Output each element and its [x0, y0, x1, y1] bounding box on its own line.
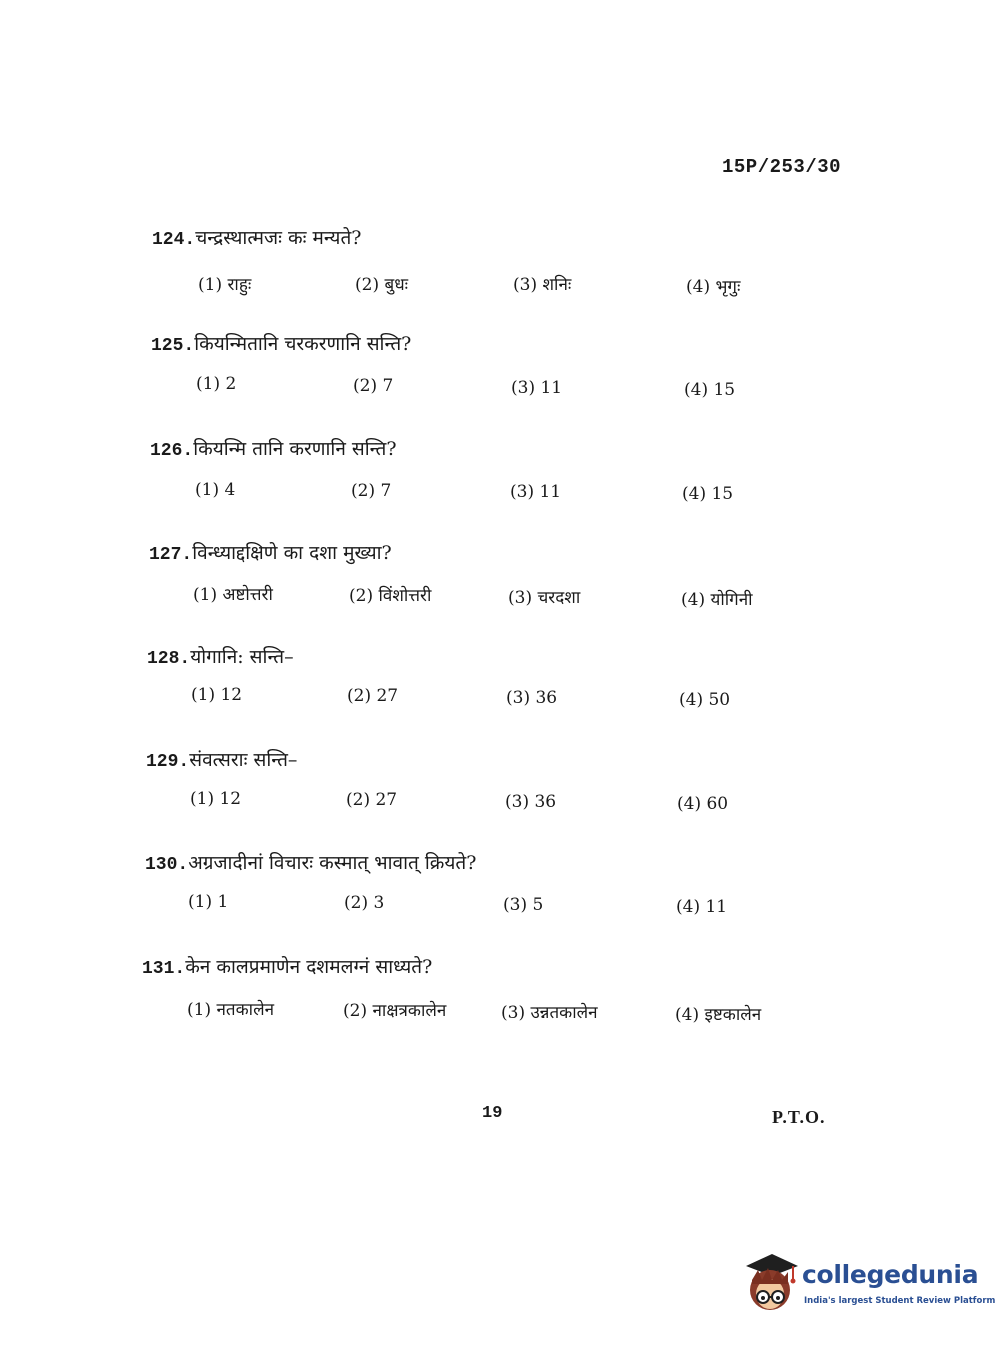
option-2: (2) 27: [346, 790, 398, 810]
option-3: (3) उन्नतकालेन: [501, 1003, 598, 1023]
option-3: (3) 5: [503, 895, 544, 915]
option-4: (4) 15: [682, 484, 734, 504]
option-1: (1) 4: [195, 480, 236, 500]
question-text: संवत्सराः सन्ति–: [189, 749, 298, 771]
question-text: चन्द्रस्थात्मजः कः मन्यते?: [195, 227, 362, 249]
option-3: (3) चरदशा: [508, 588, 581, 608]
question-text: विन्ध्याद्दक्षिणे का दशा मुख्या?: [192, 542, 392, 564]
question-stem: [146, 746, 297, 772]
option-1: (1) 12: [190, 789, 242, 809]
collegedunia-logo[interactable]: [742, 1250, 996, 1316]
option-4: (4) भृगुः: [686, 277, 741, 297]
option-3: (3) शनिः: [513, 275, 572, 295]
question-stem: [151, 330, 411, 356]
option-3: (3) 36: [506, 688, 558, 708]
option-2: (2) 7: [351, 481, 392, 501]
option-2: (2) 3: [344, 893, 385, 913]
option-3: (3) 11: [510, 482, 562, 502]
option-1: (1) 1: [188, 892, 229, 912]
question-text: कियन्मि तानि करणानि सन्ति?: [193, 438, 397, 460]
question-number: 131.: [142, 959, 186, 979]
option-4: (4) 60: [677, 794, 729, 814]
question-stem: [147, 643, 294, 669]
question-number: 124.: [152, 230, 196, 250]
option-1: (1) राहुः: [198, 275, 252, 295]
option-4: (4) 50: [679, 690, 731, 710]
option-4: (4) 11: [676, 897, 728, 917]
question-number: 127.: [149, 545, 193, 565]
pto-label: P.T.O.: [772, 1107, 826, 1127]
option-1: (1) अष्टोत्तरी: [193, 585, 273, 605]
option-2: (2) नाक्षत्रकालेन: [343, 1001, 447, 1021]
question-number: 128.: [147, 649, 191, 669]
option-2: (2) बुधः: [355, 275, 409, 295]
logo-mascot-icon: [742, 1250, 802, 1316]
option-3: (3) 11: [511, 378, 563, 398]
question-number: 130.: [145, 855, 189, 875]
question-stem: [145, 849, 476, 875]
question-stem: [142, 953, 432, 979]
option-2: (2) विंशोत्तरी: [349, 586, 432, 606]
question-text: अग्रजादीनां विचारः कस्मात् भावात् क्रियते?: [188, 852, 477, 874]
option-4: (4) इष्टकालेन: [675, 1005, 762, 1025]
question-number: 126.: [150, 441, 194, 461]
option-2: (2) 7: [353, 376, 394, 396]
page-code: 15P/253/30: [722, 156, 842, 178]
question-number: 129.: [146, 752, 190, 772]
page-number: 19: [482, 1104, 503, 1123]
logo-wordmark: collegedunia: [802, 1260, 979, 1289]
question-text: कियन्मितानि चरकरणानि सन्ति?: [194, 333, 412, 355]
option-1: (1) 2: [196, 374, 237, 394]
logo-tagline: India's largest Student Review Platform: [804, 1296, 996, 1306]
question-stem: [152, 224, 361, 250]
question-text: केन कालप्रमाणेन दशमलग्नं साध्यते?: [185, 956, 433, 978]
option-2: (2) 27: [347, 686, 399, 706]
question-text: योगानि: सन्ति–: [190, 646, 294, 668]
option-1: (1) नतकालेन: [187, 1000, 275, 1020]
question-number: 125.: [151, 336, 195, 356]
option-4: (4) योगिनी: [681, 590, 753, 610]
option-3: (3) 36: [505, 792, 557, 812]
question-stem: [150, 435, 397, 461]
option-1: (1) 12: [191, 685, 243, 705]
option-4: (4) 15: [684, 380, 736, 400]
question-stem: [149, 539, 392, 565]
